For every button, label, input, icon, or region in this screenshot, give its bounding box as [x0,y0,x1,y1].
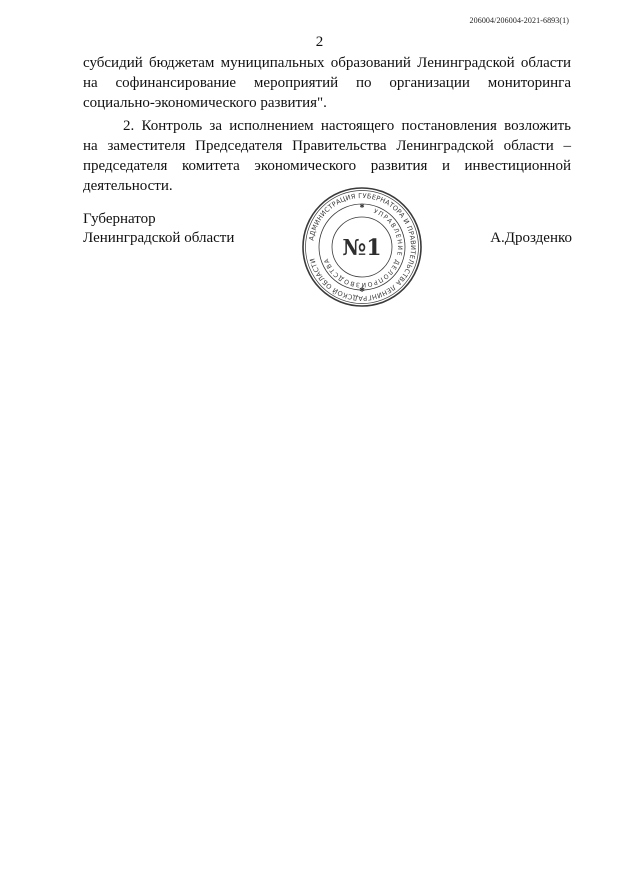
seal-center-number: №1 [342,235,382,261]
paragraph-2-line: деятельности. [83,178,173,194]
paragraph-2 [83,116,571,196]
seal-outer-text: АДМИНИСТРАЦИЯ ГУБЕРНАТОРА И ПРАВИТЕЛЬСТВА ЛЕНИНГРАДСКОЙ ОБЛАСТИ [307,191,418,303]
seal-inner-text: УПРАВЛЕНИЕ ДЕЛОПРОИЗВОДСТВА [322,208,404,289]
signer-name: А.Дрозденко [490,230,572,246]
paragraph-1 [83,53,571,113]
signer-position [83,210,234,248]
seal-star-icon: ✱ [359,286,365,294]
page-number: 2 [315,34,324,50]
seal-graphic [300,185,424,309]
paragraph-1-line: субсидий бюджетам муниципальных образований Ленинградской области [83,55,571,71]
paragraph-1-line: социально-экономического развития". [83,95,327,111]
paragraph-2-line: 2. Контроль за исполнением настоящего постановления возложить [123,118,571,134]
paragraph-1-line: на софинансирование мероприятий по организации мониторинга [83,75,571,91]
paragraph-2-line: на заместителя Председателя Правительства Ленинградской области – [83,138,571,154]
signer-position-line2: Ленинградской области [83,230,235,246]
official-seal [300,185,424,309]
document-id: 206004/206004-2021-6893(1) [469,16,569,25]
seal-star-icon: ✱ [359,203,365,210]
paragraph-2-line: председателя комитета экономического развития и инвестиционной [83,158,571,174]
signer-position-line1: Губернатор [83,211,156,227]
